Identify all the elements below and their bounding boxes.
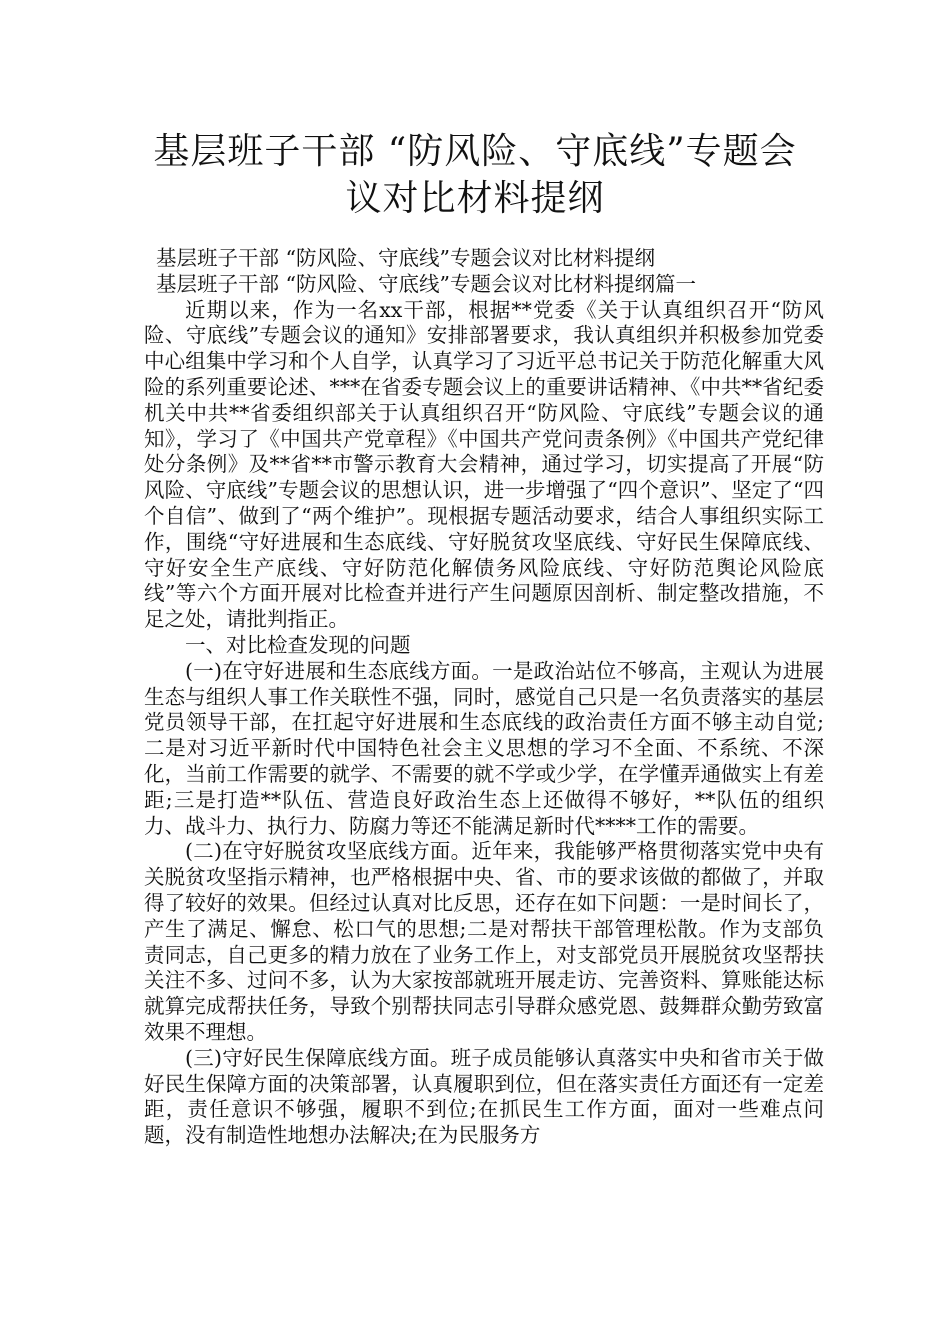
title-line-2: 议对比材料提纲 <box>345 178 605 219</box>
subtitle-line-1: 基层班子干部 “防风险、守底线”专题会议对比材料提纲 <box>156 246 655 270</box>
intro-paragraph: 近期以来，作为一名xx干部，根据**党委《关于认真组织召开“防风险、守底线”专题会议的通知》安排部署要求，我认真组织并积极参加党委中心组集中学习和个人自学，认真学习了习近平总书记关于防范化解重大风险的系列重要论述、***在省委专题会议上的重要讲话精神、《中共**省纪委机关中共**省委组织部关于认真组织召开“防风险、守底线”专题会议的通知》，学习了《中国共产党章程》《中国共产党问责条例》《中国共产党纪律处分条例》及**省**市警示教育大会精神，通过学习，切实提高了开展“防风险、守底线”专题会议的思想认识，进一步增强了“四个意识”、坚定了“四个自信”、做到了“两个维护”。现根据专题活动要求，结合人事组织实际工作，围绕“守好进展和生态底线、守好脱贫攻坚底线、守好民生保障底线、守好安全生产底线、守好防范化解债务风险底线、守好防范舆论风险底线”等六个方面开展对比检查并进行产生问题原因剖析、制定整改措施，不足之处，请批判指正。 <box>144 297 824 632</box>
paragraph-poverty: (二)在守好脱贫攻坚底线方面。近年来，我能够严格贯彻落实党中央有关脱贫攻坚指示精神，也严格根据中央、省、市的要求该做的都做了，并取得了较好的效果。但经过认真对比反思，还存在如下问题：一是时间长了，产生了满足、懈怠、松口气的思想;二是对帮扶干部管理松散。作为支部负责同志，自己更多的精力放在了业务工作上，对支部党员开展脱贫攻坚帮扶关注不多、过问不多，认为大家按部就班开展走访、完善资料、算账能达标就算完成帮扶任务，导致个别帮扶同志引导群众感党恩、鼓舞群众勤劳致富效果不理想。 <box>144 839 824 1044</box>
document-body <box>144 246 824 1149</box>
document-title <box>120 128 830 222</box>
section-heading: 一、对比检查发现的问题 <box>185 632 411 657</box>
paragraph-livelihood: (三)守好民生保障底线方面。班子成员能够认真落实中央和省市关于做好民生保障方面的决策部署，认真履职到位，但在落实责任方面还有一定差距，责任意识不够强，履职不到位;在抓民生工作方面，面对一些难点问题，没有制造性地想办法解决;在为民服务方 <box>144 1045 824 1148</box>
title-line-1: 基层班子干部 “防风险、守底线”专题会 <box>153 131 797 172</box>
subtitle-line-2: 基层班子干部 “防风险、守底线”专题会议对比材料提纲篇一 <box>156 271 696 296</box>
paragraph-ecology: (一)在守好进展和生态底线方面。一是政治站位不够高，主观认为进展生态与组织人事工作关联性不强，同时，感觉自己只是一名负责落实的基层党员领导干部，在扛起守好进展和生态底线的政治责任方面不够主动自觉;二是对习近平新时代中国特色社会主义思想的学习不全面、不系统、不深化，当前工作需要的就学、不需要的就不学或少学，在学懂弄通做实上有差距;三是打造**队伍、营造良好政治生态上还做得不够好，**队伍的组织力、战斗力、执行力、防腐力等还不能满足新时代****工作的需要。 <box>144 658 824 838</box>
